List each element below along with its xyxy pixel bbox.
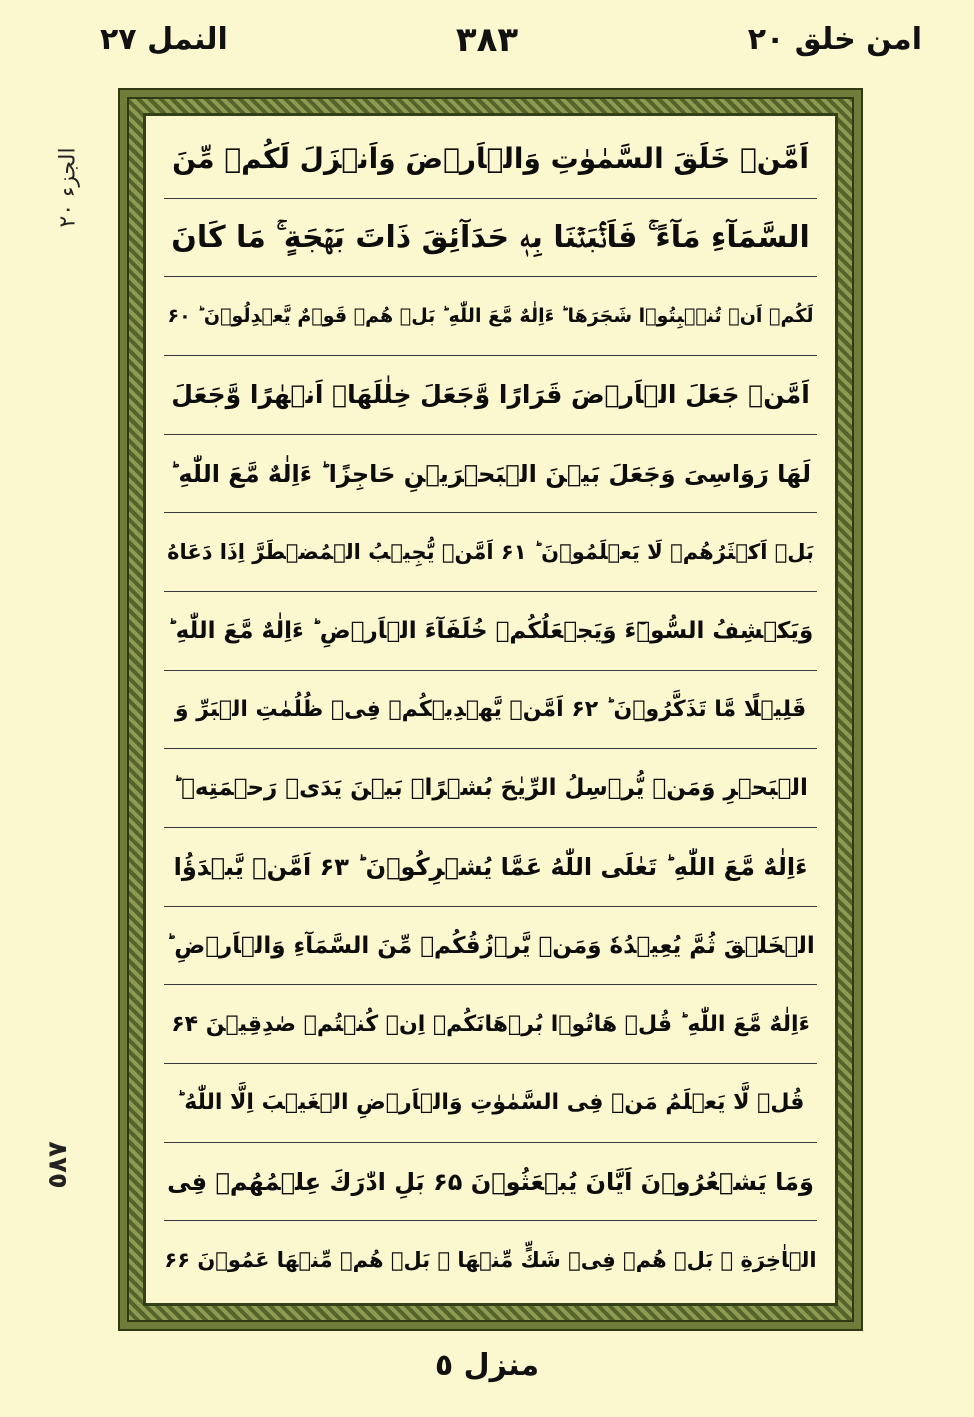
text-line: ءَاِلٰهٌ مَّعَ اللّٰهِ ؕ قُلۡ هَاتُوۡا بُرۡهَانَكُمۡ اِنۡ كُنۡتُمۡ صٰدِقِيۡنَ ۶۴: [164, 985, 817, 1064]
text-line: لَكُمۡ اَنۡ تُنۡۢبِتُوۡا شَجَرَهَا ؕ ءَاِلٰهٌ مَّعَ اللّٰهِ ؕ بَلۡ هُمۡ قَوۡمٌ يَّعۡدِلُوۡنَ ؕ ۶۰: [164, 277, 817, 356]
border-pattern: [127, 97, 854, 1322]
page-number: ٣٨٣: [455, 20, 519, 60]
text-line: اَمَّنۡ جَعَلَ الۡاَرۡضَ قَرَارًا وَّجَعَلَ خِلٰلَهَاۤ اَنۡهٰرًا وَّجَعَلَ: [164, 356, 817, 435]
verse-lines: [164, 120, 817, 1299]
text-line: وَمَا يَشۡعُرُوۡنَ اَيَّانَ يُبۡعَثُوۡنَ ۶۵ بَلِ ادّٰرَكَ عِلۡمُهُمۡ فِى: [164, 1143, 817, 1222]
manzil-footer: منزل ٥: [434, 1348, 540, 1383]
text-line: الۡخَلۡقَ ثُمَّ يُعِيۡدُهٗ وَمَنۡ يَّرۡزُقُكُمۡ مِّنَ السَّمَآءِ وَالۡاَرۡضِ ؕ: [164, 907, 817, 986]
page-header: [0, 0, 974, 80]
text-line: قُلۡ لَّا يَعۡلَمُ مَنۡ فِى السَّمٰوٰتِ وَالۡاَرۡضِ الۡغَيۡبَ اِلَّا اللّٰهُ ؕ: [164, 1064, 817, 1143]
text-line: الۡبَحۡرِ وَمَنۡ يُّرۡسِلُ الرِّيٰحَ بُشۡرًاۢ بَيۡنَ يَدَىۡ رَحۡمَتِهٖ ؕ: [164, 749, 817, 828]
text-line: لَهَا رَوَاسِىَ وَجَعَلَ بَيۡنَ الۡبَحۡرَيۡنِ حَاجِزًا ؕ ءَاِلٰهٌ مَّعَ اللّٰهِ ؕ: [164, 435, 817, 514]
text-panel: [143, 113, 838, 1306]
ornamental-border: [118, 88, 863, 1331]
side-juz-label: الجزء ٢٠: [55, 147, 81, 228]
side-page-marker: ٥٨٧: [42, 1141, 73, 1189]
juz-title: امن خلق ٢٠: [747, 22, 922, 57]
text-line: بَلۡ اَكۡثَرُهُمۡ لَا يَعۡلَمُوۡنَ ؕ ۶۱ اَمَّنۡ يُّجِيۡبُ الۡمُضۡطَرَّ اِذَا دَعَاهُ: [164, 513, 817, 592]
text-line: قَلِيۡلًا مَّا تَذَكَّرُوۡنَ ؕ ۶۲ اَمَّنۡ يَّهۡدِيۡكُمۡ فِىۡ ظُلُمٰتِ الۡبَرِّ وَ: [164, 671, 817, 750]
text-line: السَّمَآءِ مَآءً ۚ فَاَنۡۢبَتۡنَا بِهٖ حَدَآئِقَ ذَاتَ بَهۡجَةٍ ۚ مَا كَانَ: [164, 199, 817, 278]
surah-title: النمل ٢٧: [100, 22, 228, 57]
text-line: الۡاٰخِرَةِ ۚ بَلۡ هُمۡ فِىۡ شَكٍّ مِّنۡهَا ۚ بَلۡ هُمۡ مِّنۡهَا عَمُوۡنَ ۶۶: [164, 1248, 817, 1273]
text-line: اَمَّنۡ خَلَقَ السَّمٰوٰتِ وَالۡاَرۡضَ وَاَنۡزَلَ لَكُمۡ مِّنَ: [164, 120, 817, 199]
text-line: ءَاِلٰهٌ مَّعَ اللّٰهِ ؕ تَعٰلَى اللّٰهُ عَمَّا يُشۡرِكُوۡنَ ؕ ۶۳ اَمَّنۡ يَّبۡدَؤُا: [164, 828, 817, 907]
text-line: وَيَكۡشِفُ السُّوۡٓءَ وَيَجۡعَلُكُمۡ خُلَفَآءَ الۡاَرۡضِ ؕ ءَاِلٰهٌ مَّعَ اللّٰهِ ؕ: [164, 592, 817, 671]
